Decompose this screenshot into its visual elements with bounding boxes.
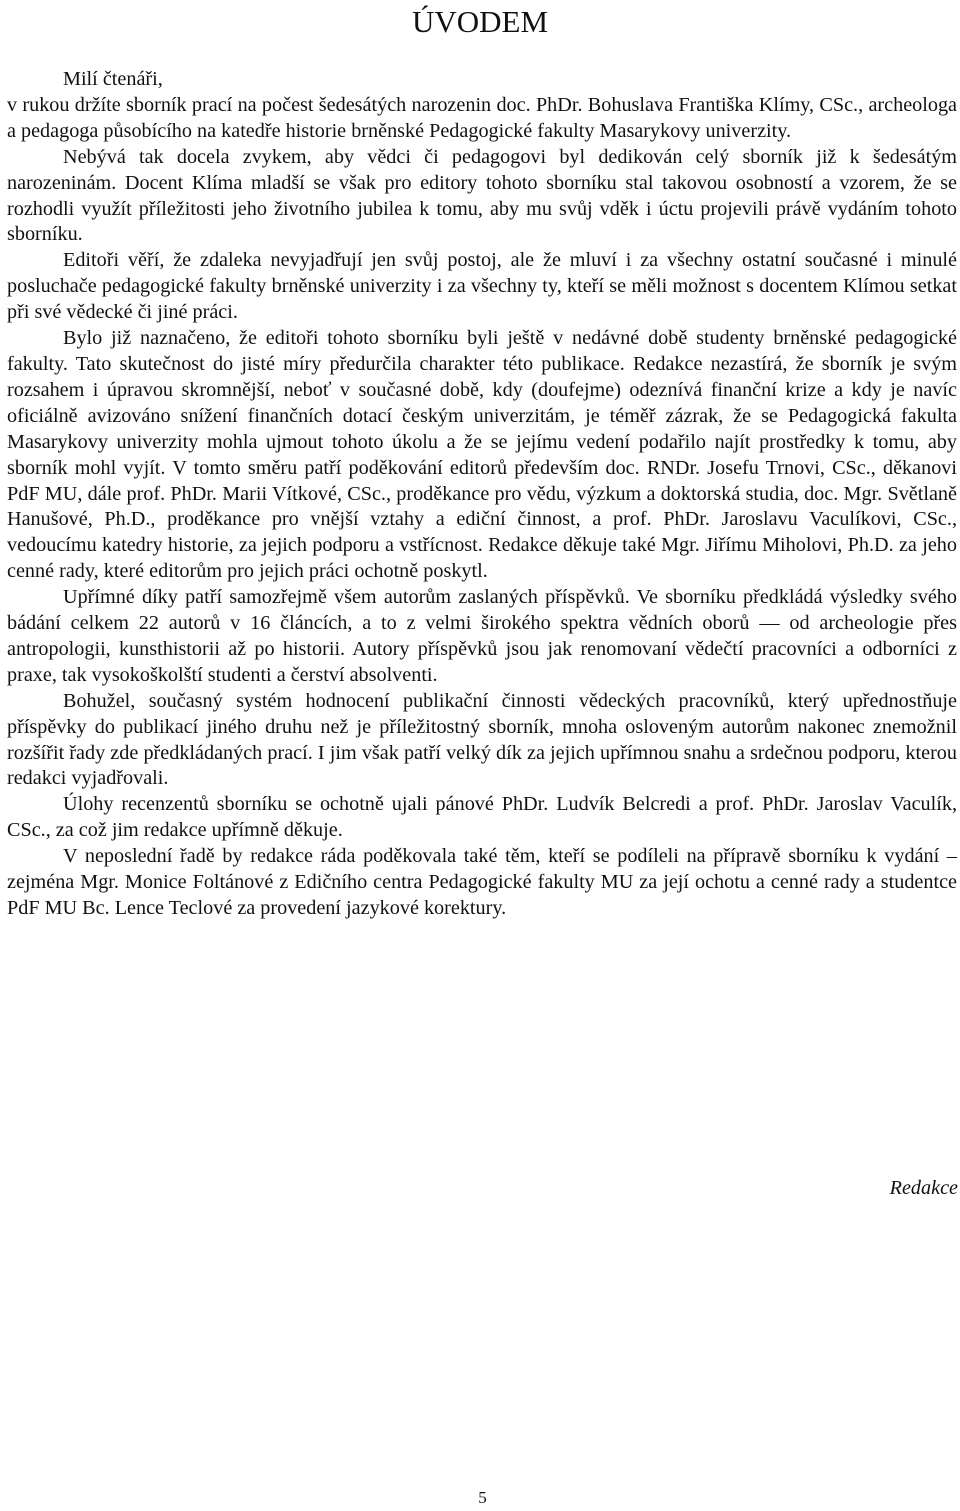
paragraph-2: Nebývá tak docela zvykem, aby vědci či pedagogovi byl dedikován celý sborník již k šedesátým narozeninám. Docent Klíma mladší se však pro editory tohoto sborníku stal takovou osobností a vzorem, že se rozhodli využít příležitosti jeho životního jubilea k tomu, aby mu svůj vděk i úctu projevili právě vydáním tohoto sborníku. [7, 145, 957, 246]
signature: Redakce [889, 1177, 958, 1199]
paragraph-5: Upřímné díky patří samozřejmě všem autorům zaslaných příspěvků. Ve sborníku předkládá výsledky svého bádání celkem 22 autorů v 16 článcích, a to z velmi širokého spektra vědních oborů — od archeologie přes antropologii, kunsthistorii až po historii. Autory příspěvků jsou jak renomovaní vědečtí pracovníci a odborníci z praxe, tak vysokoškolští studenti a čerství absolventi. [7, 586, 957, 686]
paragraph-7: Úlohy recenzentů sborníku se ochotně ujali pánové PhDr. Ludvík Belcredi a prof. PhDr. Jaroslav Vaculík, CSc., za což jim redakce upřímně děkuje. [7, 793, 957, 842]
page-title: ÚVODEM [411, 4, 549, 39]
page-number: 5 [478, 1488, 487, 1507]
body-text [7, 67, 957, 922]
paragraph-3: Editoři věří, že zdaleka nevyjadřují jen svůj postoj, ale že mluví i za všechny ostatní současné i minulé posluchače pedagogické fakulty brněnské univerzity i za všechny ty, kteří se měli možnost s docentem Klímou setkat při své vědecké či jiné práci. [7, 249, 957, 324]
salutation: Milí čtenáři, [63, 68, 163, 90]
paragraph-4: Bylo již naznačeno, že editoři tohoto sborníku byli ještě v nedávné době studenty brněnské pedagogické fakulty. Tato skutečnost do jisté míry předurčila charakter této publikace. Redakce nezastírá, že sborník je svým rozsahem i úpravou skromnější, neboť v současné době, kdy (doufejme) odeznívá finanční krize a kdy je navíc oficiálně avizováno snížení finančních dotací českým univerzitám, je téměř zázrak, že se Pedagogická fakulta Masarykovy univerzity mohla ujmout tohoto úkolu a že se jejímu vedení podařilo najít prostředky k tomu, aby sborník mohl vyjít. V tomto směru patří poděkování editorů především doc. RNDr. Josefu Trnovi, CSc., děkanovi PdF MU, dále prof. PhDr. Marii Vítkové, CSc., proděkance pro vědu, výzkum a doktorská studia, doc. Mgr. Světlaně Hanušové, Ph.D., proděkance pro vnější vztahy a ediční činnost, a prof. PhDr. Jaroslavu Vaculíkovi, CSc., vedoucímu katedry historie, za jejich podporu a vstřícnost. Redakce děkuje také Mgr. Jiřímu Miholovi, Ph.D. za jeho cenné rady, které editorům pro jejich práci ochotně poskytl. [7, 327, 957, 583]
paragraph-1: v rukou držíte sborník prací na počest šedesátých narozenin doc. PhDr. Bohuslava Františka Klímy, CSc., archeologa a pedagoga působícího na katedře historie brněnské Pedagogické fakulty Masarykovy univerzity. [7, 93, 957, 142]
paragraph-8: V neposlední řadě by redakce ráda poděkovala také těm, kteří se podíleli na přípravě sborníku k vydání – zejména Mgr. Monice Foltánové z Edičního centra Pedagogické fakulty MU za její ochotu a cenné rady a studentce PdF MU Bc. Lence Teclové za provedení jazykové korektury. [7, 845, 957, 919]
paragraph-6: Bohužel, současný systém hodnocení publikační činnosti vědeckých pracovníků, který upřednostňuje příspěvky do publikací jiného druhu než je příležitostný sborník, mnoha osloveným autorům nakonec znemožnil rozšířit řady zde předkládaných prací. I jim však patří velký dík za jejich upřímnou snahu a srdečnou podporu, kterou redakci vyjadřovali. [7, 689, 957, 790]
